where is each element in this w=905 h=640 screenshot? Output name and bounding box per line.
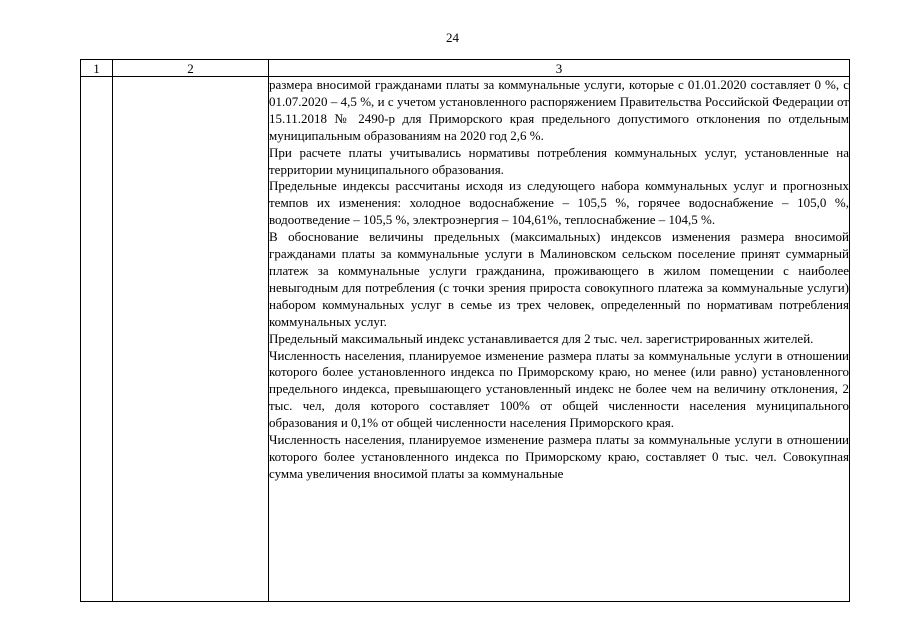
paragraph: Численность населения, планируемое изменение размера платы за коммунальные услуги в отношении которого более установленного индекса по Приморскому краю, составляет 0 тыс. чел. Совокупная сумма увеличения вносимой платы за коммунальные xyxy=(269,432,849,481)
table-row xyxy=(81,77,850,602)
column-1-cell xyxy=(81,77,113,602)
document-table xyxy=(80,59,850,602)
paragraph: размера вносимой гражданами платы за коммунальные услуги, которые с 01.01.2020 составляет 0 %, с 01.07.2020 – 4,5 %, и с учетом установленного распоряжением Правительства Российской Федерации от 15.11.2018 № 2490-р для Приморского края предельного допустимого отклонения по отдельным муниципальным образованиям на 2020 год 2,6 %. xyxy=(269,77,849,143)
page-number: 24 xyxy=(446,30,459,45)
column-header-2: 2 xyxy=(113,60,269,77)
table-header-row xyxy=(81,60,850,77)
column-3-cell xyxy=(269,77,850,602)
paragraph: При расчете платы учитывались нормативы потребления коммунальных услуг, установленные на территории муниципального образования. xyxy=(269,144,849,177)
paragraph: Численность населения, планируемое изменение размера платы за коммунальные услуги в отношении которого более установленного индекса по Приморскому краю, но менее (или равно) установленного предельного индекса, превышающего установленный индекс не более чем на величину отклонения, 2 тыс. чел, доля которого составляет 100% от общей численности населения муниципального образования и 0,1% от общей численности населения Приморского края. xyxy=(269,347,849,431)
column-header-1: 1 xyxy=(81,60,113,77)
paragraph: В обоснование величины предельных (максимальных) индексов изменения размера вносимой гражданами платы за коммунальные услуги в Малиновском сельском поселение принят суммарный платеж за коммунальные услуги гражданина, проживающего в жилом помещении с наиболее невыгодным для потребления (с точки зрения прироста совокупного платежа за коммунальные услуги) набором коммунальных услуг в семье из трех человек, определенный по нормативам потребления коммунальных услуг. xyxy=(269,229,849,329)
paragraph: Предельные индексы рассчитаны исходя из следующего набора коммунальных услуг и прогнозных темпов их изменения: холодное водоснабжение – 105,5 %, горячее водоснабжение – 105,0 %, водоотведение – 105,5 %, электроэнергия – 104,61%, теплоснабжение – 104,5 %. xyxy=(269,178,849,228)
column-header-3: 3 xyxy=(269,60,850,77)
column-2-cell xyxy=(113,77,269,602)
paragraph: Предельный максимальный индекс устанавливается для 2 тыс. чел. зарегистрированных жителей. xyxy=(269,330,814,346)
